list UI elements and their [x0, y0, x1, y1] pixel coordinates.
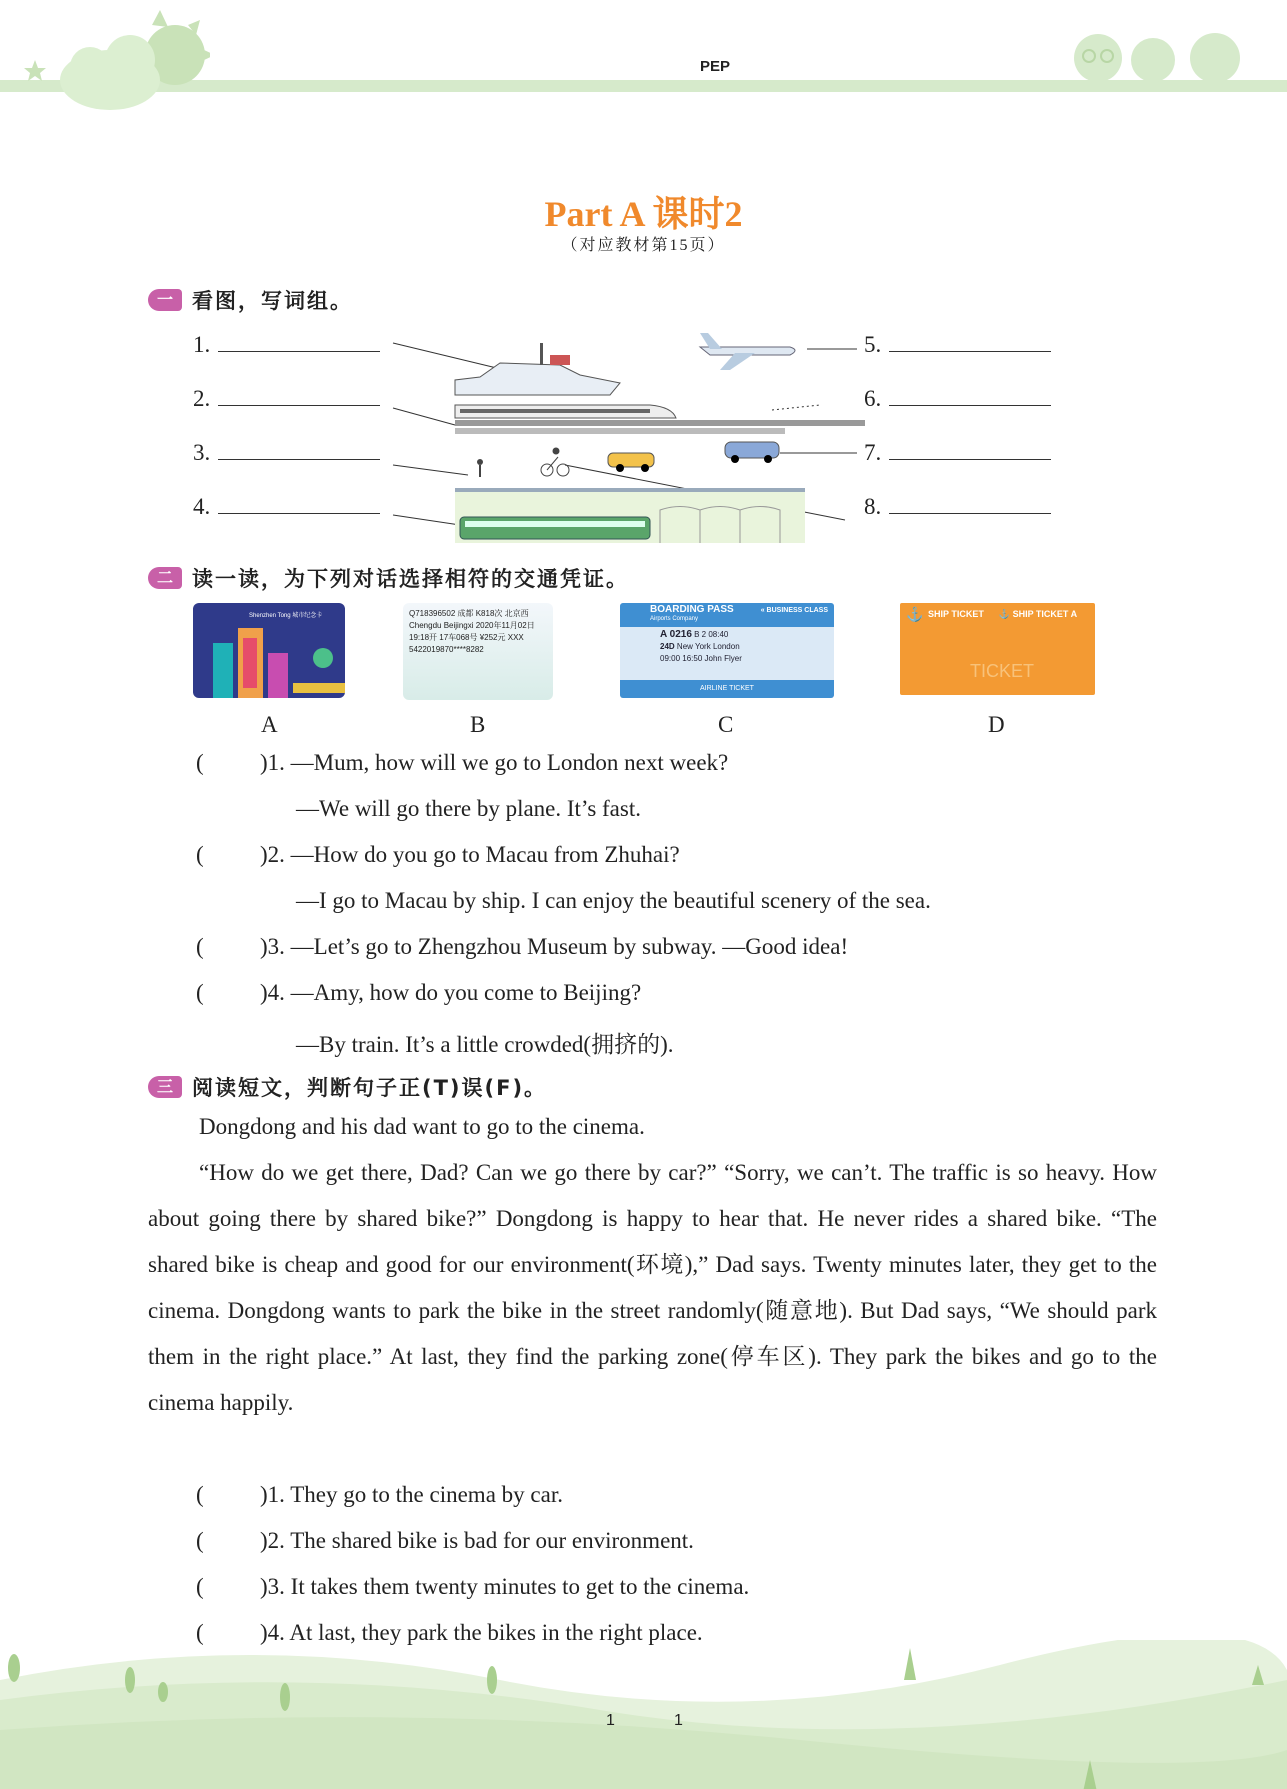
- dialog-3[interactable]: ( )3. —Let’s go to Zhengzhou Museum by subway. —Good idea!: [196, 934, 849, 959]
- item-number: 1.: [193, 332, 211, 357]
- section-badge: 三: [148, 1076, 182, 1098]
- dialog-4[interactable]: ( )4. —Amy, how do you come to Beijing?: [196, 980, 642, 1005]
- ticket-letter: D: [988, 712, 1005, 737]
- walking-person-icon: [477, 459, 483, 477]
- section-title: 读一读，为下列对话选择相符的交通凭证。: [192, 567, 629, 591]
- question-2[interactable]: ( )2. The shared bike is bad for our environment.: [196, 1528, 694, 1553]
- ship-icon: [455, 343, 620, 395]
- blank-6[interactable]: [864, 386, 1051, 412]
- departure-time: 09:00: [660, 654, 681, 663]
- boarding-class: « BUSINESS CLASS: [760, 607, 828, 614]
- question-3[interactable]: ( )3. It takes them twenty minutes to get to the cinema.: [196, 1574, 750, 1599]
- blank-2[interactable]: [193, 386, 380, 412]
- header-label: PEP: [700, 58, 731, 75]
- item-number: 6.: [864, 386, 882, 411]
- item-number: 3.: [193, 440, 211, 465]
- blank-8[interactable]: [864, 494, 1051, 520]
- blank-3[interactable]: [193, 440, 380, 466]
- seat: B 2: [694, 630, 707, 639]
- passenger-name: John Flyer: [704, 654, 742, 663]
- item-number: 8.: [864, 494, 882, 519]
- section-1-heading: [148, 285, 353, 315]
- section-2-heading: [148, 563, 629, 593]
- section-title: 阅读短文，判断句子正(T)误(F)。: [192, 1076, 548, 1100]
- passage-first: Dongdong and his dad want to go to the cinema.: [199, 1114, 645, 1139]
- flight-number: A 0216: [660, 629, 692, 640]
- blank-7[interactable]: [864, 440, 1051, 466]
- section-title: 看图，写词组。: [192, 289, 353, 313]
- gate: 24D: [660, 642, 675, 651]
- page-number-right: 1: [674, 1712, 683, 1729]
- blank-1[interactable]: [193, 332, 380, 358]
- train-icon: [455, 405, 865, 434]
- dialog-2[interactable]: ( )2. —How do you go to Macau from Zhuhai?: [196, 842, 680, 867]
- from-city: New York: [676, 642, 711, 651]
- question-1[interactable]: ( )1. They go to the cinema by car.: [196, 1482, 563, 1507]
- dialog-2-answer: —I go to Macau by ship. I can enjoy the beautiful scenery of the sea.: [296, 888, 931, 913]
- arrival-time: 16:50: [682, 654, 703, 663]
- item-number: 4.: [193, 494, 211, 519]
- to-city: London: [712, 642, 740, 651]
- boarding-time: 08:40: [708, 630, 729, 639]
- question-4[interactable]: ( )4. At last, they park the bikes in the right place.: [196, 1620, 703, 1645]
- dialog-4-answer: —By train. It’s a little crowded(拥挤的).: [296, 1032, 674, 1057]
- passage-body: “How do we get there, Dad? Can we go there by car?” “Sorry, we can’t. The traffic is so heavy. How about going there by shared bike?” Dongdong is happy to hear that. He never rides a shared bike. “The shared bike is cheap and good for our environment(环境),” Dad says. Twenty minutes later, they get to the cinema. Dongdong wants to park the bike in the street randomly(随意地). But Dad says, “We should park them in the right place.” At last, they find the parking zone(停车区). They park the bikes and go to the cinema happily.: [148, 1160, 1157, 1415]
- ship-title: SHIP TICKET: [928, 609, 984, 619]
- section-3-heading: [148, 1072, 547, 1102]
- transport-illustration: [380, 325, 880, 545]
- item-number: 2.: [193, 386, 211, 411]
- item-number: 7.: [864, 440, 882, 465]
- plane-icon: [700, 333, 795, 370]
- bike-icon: [541, 448, 569, 476]
- ticket-a-text: Shenzhen Tong 城市纪念卡: [249, 613, 323, 619]
- car-icon: [608, 442, 779, 472]
- animal-decoration: [1065, 20, 1255, 85]
- ticket-b-train-ticket[interactable]: [403, 603, 553, 700]
- dialog-1[interactable]: ( )1. —Mum, how will we go to London next week?: [196, 750, 729, 775]
- page-subtitle: （对应教材第15页）: [561, 237, 726, 254]
- item-number: 5.: [864, 332, 882, 357]
- boarding-pass-company: Airports Company: [650, 616, 699, 622]
- ticket-letter: C: [718, 712, 734, 737]
- page-number-left: 1: [606, 1712, 615, 1729]
- ship-title: SHIP TICKET: [1012, 609, 1069, 619]
- ticket-a-transit-card[interactable]: [193, 603, 345, 698]
- ticket-c-boarding-pass[interactable]: [620, 603, 834, 698]
- ship-ticket-watermark: TICKET: [970, 661, 1035, 681]
- ticket-letter: B: [470, 712, 486, 737]
- ticket-d-ship-ticket[interactable]: SHIP TICKET ⚓ SHIP TICKET A TICKET ⚓: [900, 603, 1095, 695]
- page-title: Part A 课时2: [544, 194, 743, 234]
- ticket-b-text: Q718396502 成都 K818次 北京西 Chengdu Beijingxi 2020年11月02日19:18开 17车068号 ¥252元 XXX 5422019870****8282: [409, 609, 535, 654]
- subway-icon: [455, 488, 805, 543]
- section-badge: 一: [148, 289, 182, 311]
- boarding-footer: AIRLINE TICKET: [620, 680, 834, 698]
- ticket-letter: A: [261, 712, 278, 737]
- hills-footer-decoration: [0, 1640, 1287, 1789]
- anchor-icon: ⚓: [906, 608, 924, 623]
- dialog-1-answer: —We will go there by plane. It’s fast.: [296, 796, 641, 821]
- sun-cloud-decoration: [20, 5, 210, 115]
- ship-grade: A: [1070, 609, 1078, 619]
- blank-5[interactable]: [864, 332, 1051, 358]
- blank-4[interactable]: [193, 494, 380, 520]
- boarding-pass-title: BOARDING PASS: [650, 604, 734, 615]
- section-badge: 二: [148, 567, 182, 589]
